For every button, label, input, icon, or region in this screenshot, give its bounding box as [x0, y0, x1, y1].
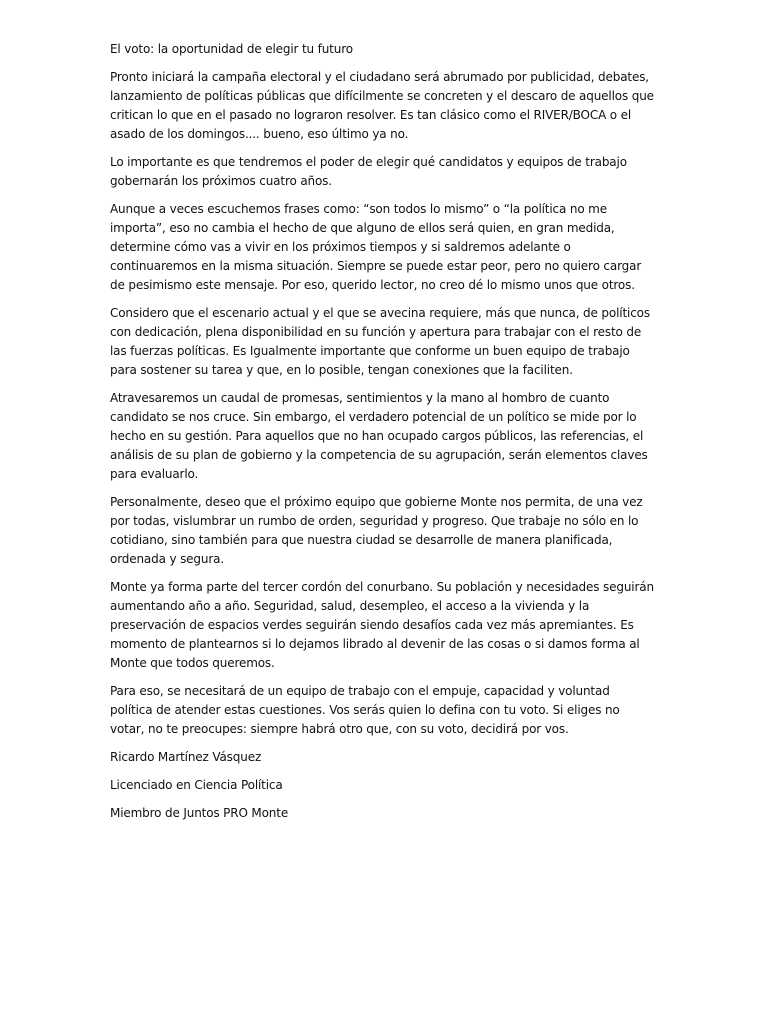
paragraph-2: Lo importante es que tendremos el poder de elegir qué candidatos y equipos de trabajo gobernarán los próximos cuatro años.	[110, 155, 627, 188]
signature-degree: Licenciado en Ciencia Política	[110, 778, 283, 792]
paragraph-7: Monte ya forma parte del tercer cordón del conurbano. Su población y necesidades seguirán aumentando año a año. Seguridad, salud, desempleo, el acceso a la vivienda y la preservación de espacios verdes seguirán siendo desafíos cada vez más apremiantes. Es momento de plantearnos si lo dejamos librado al devenir de las cosas o si damos forma al Monte que todos queremos.	[110, 580, 654, 670]
signature-name: Ricardo Martínez Vásquez	[110, 750, 262, 764]
paragraph-1: Pronto iniciará la campaña electoral y el ciudadano será abrumado por publicidad, debates, lanzamiento de políticas públicas que difícilmente se concreten y el descaro de aquellos que critican lo que en el pasado no lograron resolver. Es tan clásico como el RIVER/BOCA o el asado de los domingos.... bueno, eso último ya no.	[110, 70, 654, 141]
document-page	[110, 40, 655, 832]
paragraph-5: Atravesaremos un caudal de promesas, sentimientos y la mano al hombro de cuanto candidato se nos cruce. Sin embargo, el verdadero potencial de un político se mide por lo hecho en su gestión. Para aquellos que no han ocupado cargos públicos, las referencias, el análisis de su plan de gobierno y la competencia de su agrupación, serán elementos claves para evaluarlo.	[110, 391, 648, 481]
paragraph-3: Aunque a veces escuchemos frases como: “son todos lo mismo” o “la política no me importa”, eso no cambia el hecho de que alguno de ellos será quien, en gran medida, determine cómo vas a vivir en los próximos tiempos y si saldremos adelante o continuaremos en la misma situación. Siempre se puede estar peor, pero no quiero cargar de pesimismo este mensaje. Por eso, querido lector, no creo dé lo mismo unos que otros.	[110, 202, 642, 292]
paragraph-6: Personalmente, deseo que el próximo equipo que gobierne Monte nos permita, de una vez por todas, vislumbrar un rumbo de orden, seguridad y progreso. Que trabaje no sólo en lo cotidiano, sino también para que nuestra ciudad se desarrolle de manera planificada, ordenada y segura.	[110, 495, 643, 566]
paragraph-4: Considero que el escenario actual y el que se avecina requiere, más que nunca, de políticos con dedicación, plena disponibilidad en su función y apertura para trabajar con el resto de las fuerzas políticas. Es Igualmente importante que conforme un buen equipo de trabajo para sostener su tarea y que, en lo posible, tengan conexiones que la faciliten.	[110, 306, 650, 377]
document-title: El voto: la oportunidad de elegir tu futuro	[110, 42, 353, 56]
signature-affiliation: Miembro de Juntos PRO Monte	[110, 806, 289, 820]
paragraph-8: Para eso, se necesitará de un equipo de trabajo con el empuje, capacidad y voluntad política de atender estas cuestiones. Vos serás quien lo defina con tu voto. Si eliges no votar, no te preocupes: siempre habrá otro que, con su voto, decidirá por vos.	[110, 684, 620, 736]
